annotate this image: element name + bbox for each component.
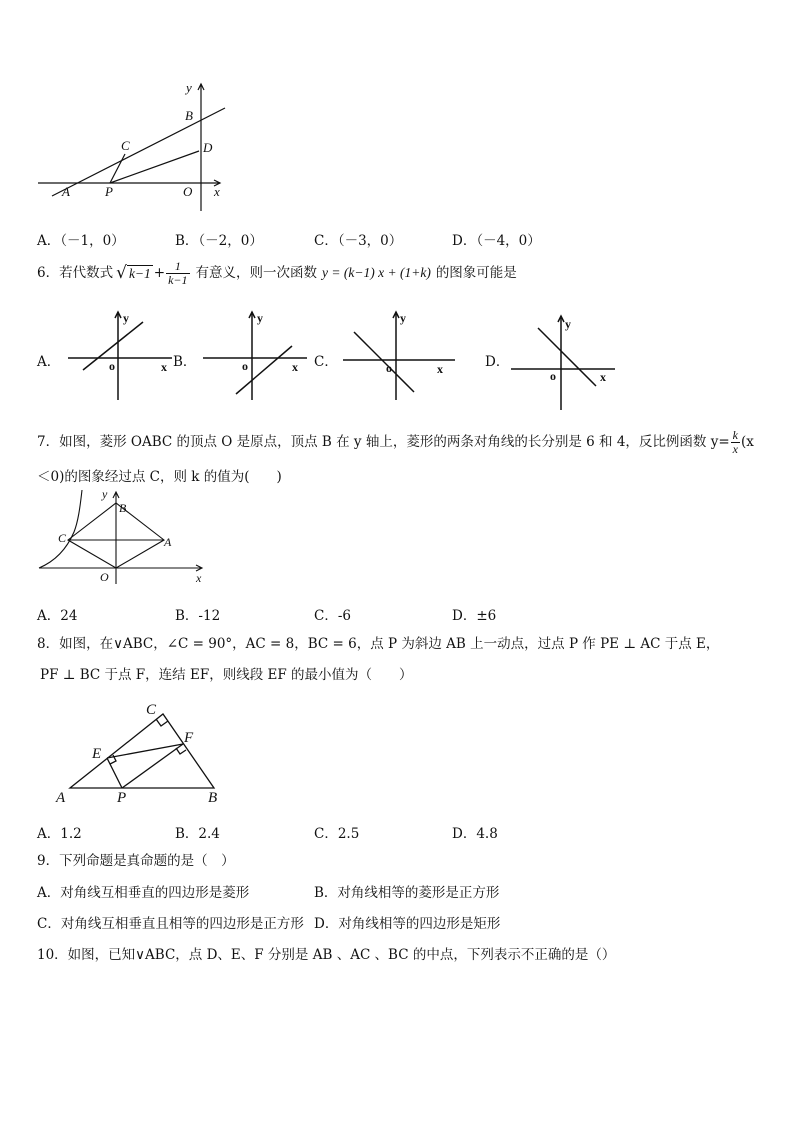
q9-option-a: A．对角线互相垂直的四边形是菱形 (37, 885, 250, 901)
svg-text:C: C (146, 702, 157, 718)
q9-option-b: B．对角线相等的菱形是正方形 (314, 885, 500, 901)
q5-option-c: C．（－3，0） (314, 233, 403, 249)
svg-text:y: y (400, 311, 406, 325)
q8-segment-pf (122, 744, 183, 788)
q5-label-x: x (214, 184, 220, 199)
q5-option-a: A．（－1，0） (37, 233, 125, 249)
q6-graph-b (200, 308, 310, 403)
q6-graph-d (508, 308, 618, 413)
svg-text:o: o (242, 359, 248, 373)
q6-tail: 的图象可能是 (435, 265, 517, 281)
q7-option-b: B．-12 (175, 608, 221, 624)
q8-segment-ef (107, 744, 183, 758)
q5-label-D: D (203, 140, 213, 155)
q6-option-c-label: C． (314, 354, 338, 370)
svg-text:y: y (565, 317, 571, 331)
svg-text:o: o (109, 359, 115, 373)
q7-option-c: C．-6 (314, 608, 351, 624)
q6-graph-a (65, 308, 175, 403)
q6-sqrt (116, 262, 153, 283)
q6-number: 6．若代数式 (37, 265, 114, 281)
q6-option-a-label: A． (37, 354, 61, 370)
q7-option-d: D．±6 (452, 608, 497, 624)
q7-stem-line1 (37, 426, 754, 458)
q6-option-d-label: D． (485, 354, 510, 370)
q7-option-a: A．24 (37, 608, 78, 624)
q6-fraction (166, 260, 189, 287)
svg-text:A: A (56, 790, 66, 806)
q9-option-d: D．对角线相等的四边形是矩形 (314, 916, 501, 932)
svg-text:y: y (257, 311, 263, 325)
q5-label-C: C (121, 138, 130, 153)
svg-text:B: B (119, 501, 127, 515)
q5-label-y: y (186, 80, 192, 95)
radical-icon: √ (116, 262, 127, 283)
svg-text:x: x (196, 571, 202, 585)
svg-text:y: y (123, 311, 129, 325)
svg-text:C: C (58, 531, 67, 545)
svg-text:x: x (161, 360, 167, 374)
svg-text:O: O (100, 570, 109, 584)
q5-line-PD (110, 151, 199, 183)
q6-plus: + (153, 265, 166, 281)
q7-figure (36, 484, 211, 589)
q8-right-angle-c (156, 719, 168, 726)
q7-fraction (731, 429, 740, 456)
svg-text:B: B (208, 790, 218, 806)
svg-text:o: o (386, 361, 392, 375)
svg-text:F: F (184, 730, 194, 746)
svg-text:x: x (600, 370, 606, 384)
q8-stem-line2: PF ⊥ BC 于点 F，连结 EF，则线段 EF 的最小值为（ ） (40, 667, 413, 683)
q5-option-d: D．（－4，0） (452, 233, 541, 249)
q6-stem (37, 258, 517, 288)
q7-frac-num: k (732, 427, 738, 442)
svg-text:y: y (102, 487, 108, 501)
svg-text:o: o (550, 369, 556, 383)
q7-text: 7．如图，菱形 OABC 的顶点 O 是原点，顶点 B 在 y 轴上，菱形的两条对角线的长分别是 6 和 4，反比例函数 y= (37, 434, 730, 450)
q6-graph-c (340, 308, 460, 403)
q8-right-angle-f (176, 748, 186, 754)
q9-option-c: C．对角线互相垂直且相等的四边形是正方形 (37, 916, 304, 932)
svg-text:E: E (92, 746, 102, 762)
q7-frac-den: x (732, 441, 738, 456)
q6-d-line (538, 328, 596, 386)
q8-figure (52, 696, 232, 808)
q5-label-B: B (185, 108, 193, 123)
q7-stem-line2: ＜0)的图象经过点 C，则 k 的值为( ) (37, 469, 282, 485)
q9-stem: 9．下列命题是真命题的是（ ） (37, 853, 235, 869)
svg-text:x: x (437, 362, 443, 376)
svg-text:P: P (117, 790, 127, 806)
q8-option-b: B．2.4 (175, 826, 220, 842)
q6-frac-num: 1 (166, 260, 189, 274)
q5-label-A: A (62, 184, 70, 199)
q8-option-d: D．4.8 (452, 826, 498, 842)
q8-segment-pe (107, 758, 122, 788)
q6-frac-den: k−1 (168, 272, 188, 287)
q8-option-c: C．2.5 (314, 826, 360, 842)
q8-stem-line1: 8．如图，在∨ABC，∠C = 90°，AC = 8，BC = 6，点 P 为斜边 AB 上一动点，过点 P 作 PE ⊥ AC 于点 E， (37, 636, 720, 652)
svg-text:A: A (164, 535, 172, 549)
q6-function: y = (k−1) x + (1+k) (322, 265, 431, 280)
q5-label-P: P (105, 184, 113, 199)
q7-hyperbola (39, 490, 82, 568)
q5-option-b: B．（－2，0） (175, 233, 263, 249)
q6-c-line (354, 332, 414, 392)
q8-option-a: A．1.2 (37, 826, 82, 842)
svg-text:x: x (292, 360, 298, 374)
q7-text-tail: (x (740, 434, 754, 450)
q6-mid: 有意义，则一次函数 (195, 265, 318, 281)
q5-figure (30, 76, 240, 216)
q6-sqrt-inner: k−1 (128, 266, 151, 281)
q10-stem: 10．如图，已知∨ABC，点 D、E、F 分别是 AB 、AC 、BC 的中点，下列表示不正确的是（） (37, 947, 616, 963)
q5-label-O: O (183, 184, 193, 199)
q6-option-b-label: B． (173, 354, 197, 370)
